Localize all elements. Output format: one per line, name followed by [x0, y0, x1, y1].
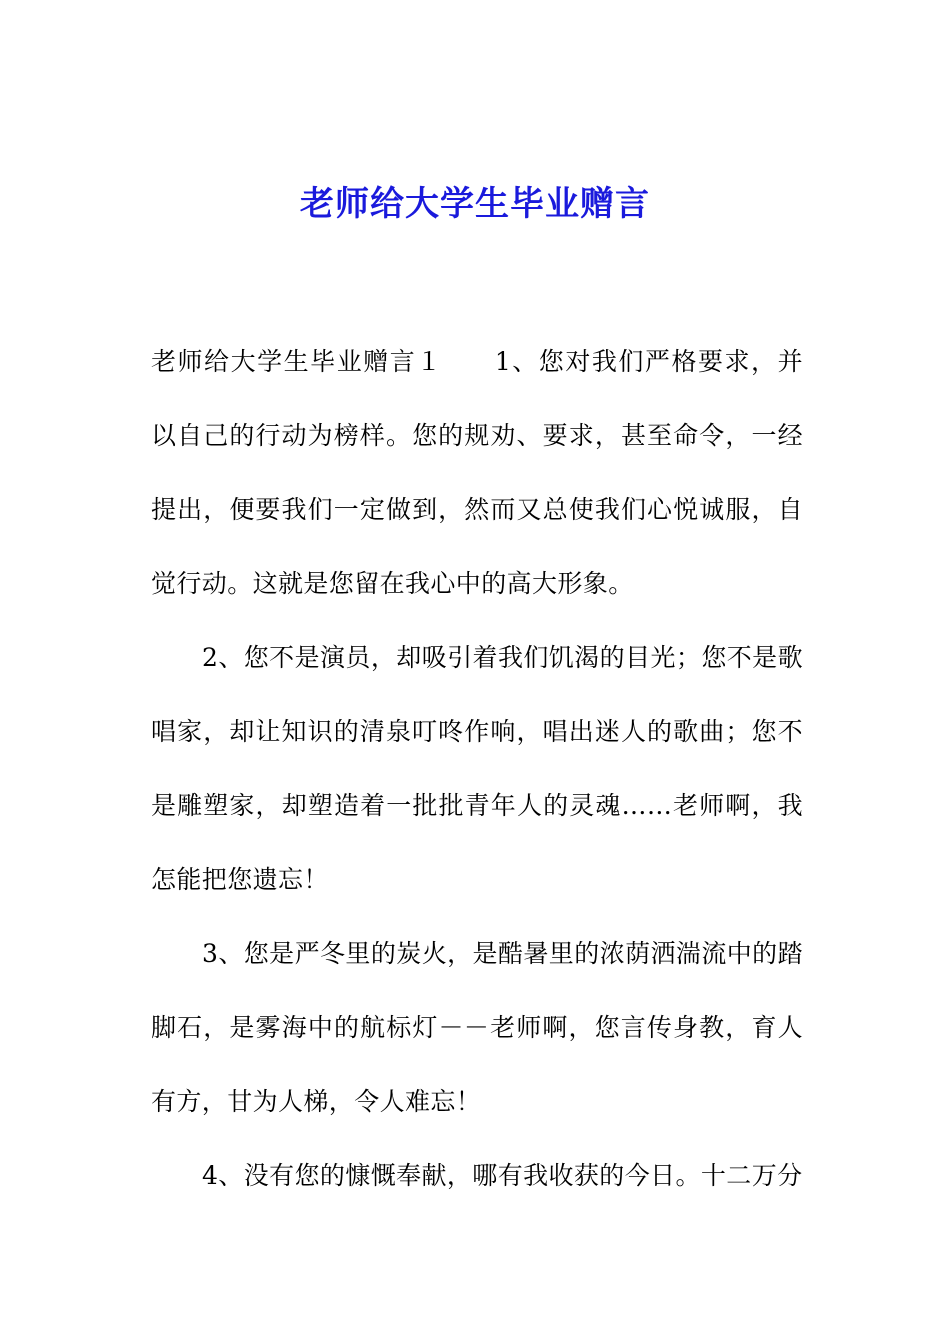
paragraph-1-text: 1、您对我们严格要求，并以自己的行动为榜样。您的规劝、要求，甚至命令，一经提出，便要我们一定做到，然而又总使我们心悦诚服，自觉行动。这就是您留在我心中的高大形象。 — [151, 347, 803, 598]
paragraph-1 — [151, 325, 803, 621]
paragraph-1-lead: 老师给大学生毕业赠言１ — [151, 347, 443, 376]
paragraph-3: 3、您是严冬里的炭火，是酷暑里的浓荫洒湍流中的踏脚石，是雾海中的航标灯－－老师啊，您言传身教，育人有方，甘为人梯，令人难忘！ — [151, 939, 803, 1116]
paragraph-4: 4、没有您的慷慨奉献，哪有我收获的今日。十二万分 — [202, 1161, 803, 1190]
document-body — [151, 325, 803, 1213]
paragraph-2: 2、您不是演员，却吸引着我们饥渴的目光；您不是歌唱家，却让知识的清泉叮咚作响，唱出迷人的歌曲；您不是雕塑家，却塑造着一批批青年人的灵魂……老师啊，我怎能把您遗忘！ — [151, 643, 803, 894]
document-title: 老师给大学生毕业赠言 — [300, 184, 650, 224]
